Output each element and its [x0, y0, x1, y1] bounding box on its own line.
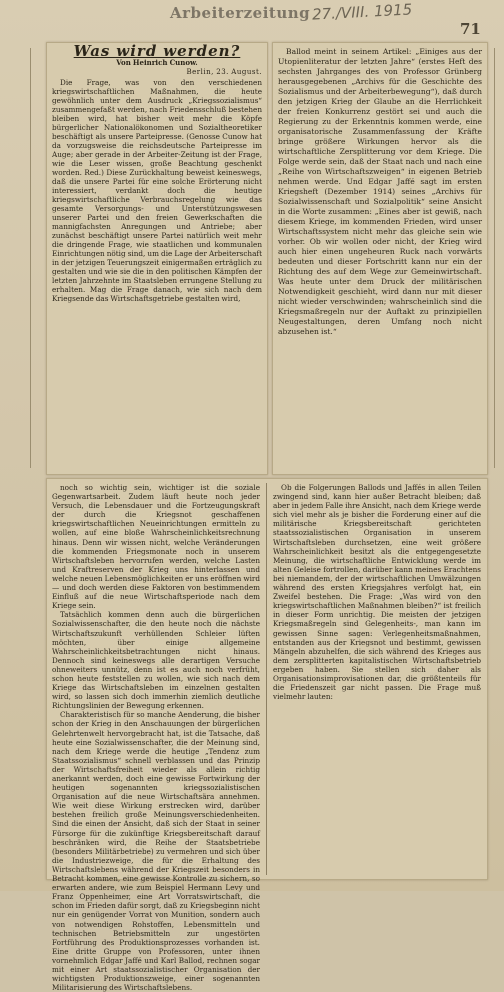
paragraph: Ob die Folgerungen Ballods und Jaffés in allen Teilen zwingend sind, kann hier außer Betracht bleiben; daß aber in jedem Falle ihre Ansicht, nach dem Kriege werde sich viel mehr als je bisher die Forderung einer auf die militärische Kriegsbereitschaft gerichteten staatssozialistischen Organisation in unserem Wirtschaftsleben durchsetzen, eine weit größere Wahrscheinlichkeit besitzt als die entgegengesetzte Meinung, die wirtschaftliche Entwicklung werde im alten Geleise fortrollen, darüber kann meines Erachtens bei niemandem, der der wirtschaftlichen Umwälzungen während des ersten Kriegsjahres verfolgt hat, ein Zweifel bestehen. Die Frage: „Was wird von den kriegswirtschaftlichen Maßnahmen bleiben?“ ist freilich in dieser Form unrichtig. Die meisten der jetzigen Kriegsmaßregeln sind Gelegenheits-, man kann im gewissen Sinne sagen: Verlegenheitsmaßnahmen, entstanden aus der Kriegsnot und bestimmt, gewissen Mängeln abzuhelfen, die sich während des Krieges aus dem zersplitterten kapitalistischen Wirtschaftsbetrieb ergeben haben. Sie stellen sich daher als Organisationsimprovisationen dar, die größtenteils für die Friedenszeit gar nicht passen. Die Frage muß vielmehr lauten:: [273, 483, 481, 702]
left-margin-rule: [30, 48, 31, 468]
article-column-2: [278, 47, 482, 337]
clipping-lower-columns: [46, 478, 488, 992]
handwritten-date: 27./VIII. 1915: [311, 0, 413, 24]
clipping-right-column: [272, 42, 488, 475]
paragraph: Tatsächlich kommen denn auch die bürgerlichen Sozialwissenschafter, die den heute noch die nächste Wirtschaftszukunft verhüllenden Schleier lüften möchten, über einige allgemeine Wahrscheinlichkeitsbetrachtungen nicht hinaus. Dennoch sind keineswegs alle derartigen Versuche ohneweiters unnütz, denn ist es auch noch verfrüht, schon heute feststellen zu wollen, wie sich nach dem Kriege das Wirtschaftsleben im einzelnen gestalten wird, so lassen sich doch immerhin ziemlich deutliche Richtungslinien der Bewegung erkennen.: [52, 610, 260, 711]
article-dateline: Berlin, 23. August.: [186, 68, 262, 76]
paragraph: Die Frage, was von den verschiedenen kriegswirtschaftlichen Maßnahmen, die heute gewöhnlich unter dem Ausdruck „Kriegssozialismus“ zusammengefaßt werden, nach Friedensschluß bestehen bleiben wird, hat bisher weit mehr die Köpfe bürgerlicher Nationalökonomen und Sozialtheoretiker beschäftigt als unsere Parteipresse. (Genosse Cunow hat da vorzugsweise die reichsdeutsche Parteipresse im Auge; aber gerade in der Arbeiter-Zeitung ist der Frage, wie die Leser wissen, große Beachtung geschenkt worden. Red.) Diese Zurückhaltung beweist keineswegs, daß die unsere Partei für eine solche Erörterung nicht interessiert, verdankt doch die heutige kriegswirtschaftliche Verbrauchsregelung wie das gesamte Versorgungs- und Unterstützungswesen unserer Partei und den freien Gewerkschaften die mannigfachsten Anregungen und Antriebe; aber zunächst beschäftigt unsere Partei natürlich weit mehr die dringende Frage, wie staatlichen und kommunalen Einrichtungen nötig sind, um die Lage der Arbeiterschaft in der jetzigen Teuerungszeit einigermaßen erträglich zu gestalten und wie sie die in den politischen Kämpfen der letzten Jahrzehnte im Staatsleben errungene Stellung zu erhalten. Mag die Frage danach, wie sich nach dem Kriegsende das Wirtschaftsgetriebe gestalten wird,: [52, 78, 262, 303]
paragraph: Ballod meint in seinem Artikel: „Einiges aus der Utopienliteratur der letzten Jahre“ (erstes Heft des sechsten Jahrganges des von Professor Grünberg herausgegebenen „Archivs für die Geschichte des Sozialismus und der Arbeiterbewegung“), daß durch den jetzigen Krieg der Glaube an die Herrlichkeit der freien Konkurrenz gestört sei und auch die Regierung zu der Erkenntnis kommen werde, eine organisatorische Zusammenfassung der Kräfte bringe größere Wirkungen hervor als die wirtschaftliche Zersplitterung vor dem Kriege. Die Folge werde sein, daß der Staat nach und nach eine „Reihe von Wirtschaftszweigen“ in eigenen Betrieb nehmen werde. Und Edgar Jaffé sagt im ersten Kriegsheft (Dezember 1914) seines „Archivs für Sozialwissenschaft und Sozialpolitik“ seine Ansicht in die Worte zusammen: „Eines aber ist gewiß, nach diesem Kriege, im kommenden Frieden, wird unser Wirtschaftssystem nicht mehr das gleiche sein wie vorher. Ob wir wollen oder nicht, der Krieg wird auch hier einen ungeheuren Ruck nach vorwärts bedeuten und dieser Fortschritt kann nur ein der Richtung des auf dem Wege zur Gemeinwirtschaft. Was heute unter dem Druck der militärischen Notwendigkeit geschieht, wird dann nur mit dieser nicht wieder verschwinden; wahrscheinlich sind die Kriegsmaßregeln nur der Auftakt zu prinzipiellen Neugestaltungen, deren Umfang noch nicht abzusehen ist.“: [278, 47, 482, 336]
masthead: [0, 0, 504, 40]
article-column-3: [52, 483, 260, 992]
article-title: Was wird werden?: [73, 42, 241, 60]
article-column-4: [273, 483, 481, 701]
publication-name: Arbeiterzeitung: [170, 4, 311, 22]
article-column-1: [52, 42, 262, 303]
paragraph: noch so wichtig sein, wichtiger ist die soziale Gegenwartsarbeit. Zudem läuft heute noch jeder Versuch, die Lebensdauer und die Fortzeugungskraft der durch die Kriegsnot geschaffenen kriegswirtschaftlichen Neueinrichtungen ermitteln zu wollen, auf eine bloße Wahrscheinlichkeitsrechnung hinaus. Denn wir wissen nicht, welche Veränderungen die kommenden Friegsmonate noch in unserem Wirtschaftsleben hervorrufen werden, welche Lasten und Kraftreserven der Krieg uns hinterlassen und welche neuen Lebensmöglichkeiten er uns eröffnen wird — und doch werden diese Faktoren von bestimmendem Einfluß auf die neue Wirtschaftsperiode nach dem Kriege sein.: [52, 483, 260, 611]
column-divider: [266, 483, 267, 875]
paragraph: Charakteristisch für so manche Aenderung, die bisher schon der Krieg in den Anschauungen der bürgerlichen Gelehrtenwelt hervorgebracht hat, ist die Tatsache, daß heute eine Sozialwissenschafter, die der Meinung sind, nach dem Kriege werde die heutige „Tendenz zum Staatssozialismus“ schnell verblassen und das Prinzip der Wirtschaftsfreiheit wieder als allein richtig anerkannt werden, doch eine gewisse Fortwirkung der heutigen sogenannten kriegssozialistischen Organisation auf die neue Wirtschaftsära annehmen. Wie weit diese Wirkung erstrecken wird, darüber bestehen freilich große Meinungsverschiedenheiten. Sind die einen der Ansicht, daß sich der Staat in seiner Fürsorge für die zukünftige Kriegsbereitschaft darauf beschränken wird, die Reihe der Staatsbetriebe (besonders Militärbetriebe) zu vermehren und sich über die Industriezweige, die für die Erhaltung des Wirtschaftslebens während der Kriegszeit besonders in Betracht kommen, eine gewisse Kontrolle zu sichern, so erwarten andere, wie zum Beispiel Hermann Levy und Franz Oppenheimer, eine Art Vorratswirtschaft, die schon im Frieden dafür sorgt, daß zu Kriegsbeginn nicht nur ein genügender Vorrat von Munition, sondern auch von notwendigen Rohstoffen, Lebensmitteln und technischen Betriebsmitteln zur ungestörten Fortführung des Produktionsprozesses vorhanden ist. Eine dritte Gruppe von Professoren, unter ihnen vornehmlich Edgar Jaffé und Karl Ballod, rechnen sogar mit einer Art staatssozialistischer Organisation der wichtigsten Produktionszweige, einer sogenannten Militarisierung des Wirtschaftslebens.: [52, 710, 260, 992]
page-number: 71: [460, 20, 481, 38]
article-byline: Von Heinrich Cunow.: [116, 58, 198, 67]
right-margin-rule: [494, 48, 495, 468]
clipping-title-column: [46, 42, 268, 475]
